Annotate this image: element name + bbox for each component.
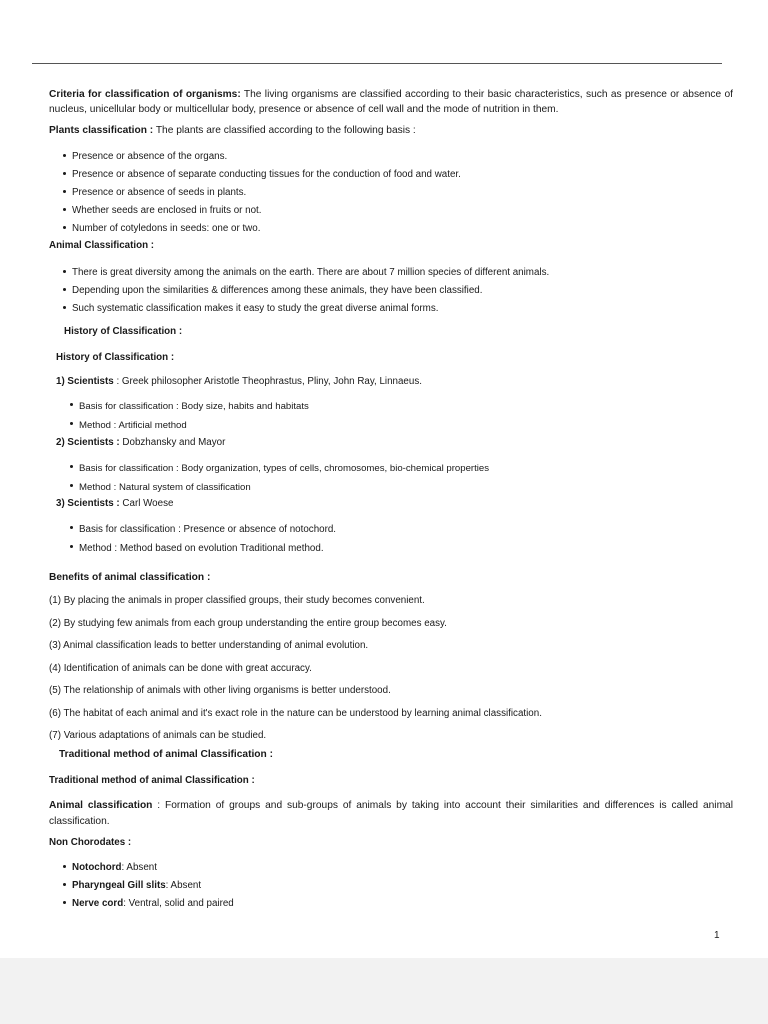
list-item: Presence or absence of the organs. (72, 148, 732, 166)
nerve-cord-value: : Ventral, solid and paired (123, 898, 234, 909)
list-item: Number of cotyledons in seeds: one or two. (72, 220, 732, 238)
list-item: Depending upon the similarities & differences among these animals, they have been classified. (72, 282, 732, 300)
scientists-2 (56, 437, 225, 448)
history-heading-1: History of Classification : (64, 326, 183, 337)
scientists-3-label: 3) Scientists : (56, 498, 120, 509)
scientists-2-text: Dobzhansky and Mayor (119, 437, 226, 448)
animal-classification-definition (49, 798, 733, 830)
definition-text: : Formation of groups and sub-groups of animals by taking into account their similarities and differences is called animal classification. (49, 800, 733, 827)
plants-paragraph (49, 125, 416, 136)
list-item: Such systematic classification makes it easy to study the great diverse animal forms. (72, 300, 732, 318)
scientists-1-list (56, 397, 309, 435)
scientists-2-label: 2) Scientists : (56, 437, 120, 448)
gill-slits-label: Pharyngeal Gill slits (72, 880, 166, 891)
criteria-text: The living organisms are classified according to their basic characteristics, such as presence or absence of nucleus, unicellular body or multicellular body, presence or absence of cell wall and the mode of nutrition in them. (49, 89, 733, 115)
list-item: (7) Various adaptations of animals can be studied. (49, 730, 267, 741)
list-item: Method : Natural system of classification (79, 478, 489, 497)
definition-label: Animal classification (49, 800, 153, 811)
non-chordates-heading: Non Chorodates : (49, 837, 132, 848)
list-item: Basis for classification : Presence or absence of notochord. (79, 520, 336, 539)
list-item: There is great diversity among the animals on the earth. There are about 7 million species of different animals. (72, 264, 732, 282)
list-item: Presence or absence of seeds in plants. (72, 184, 732, 202)
scientists-3-text: Carl Woese (119, 498, 174, 509)
notochord-value: : Absent (121, 862, 157, 873)
gill-slits-value: : Absent (165, 880, 202, 891)
list-item: (3) Animal classification leads to better understanding of animal evolution. (49, 640, 369, 651)
animal-heading: Animal Classification : (49, 240, 155, 251)
list-item (72, 895, 234, 913)
scientists-2-list (56, 459, 489, 497)
animal-list (49, 264, 732, 318)
list-item (72, 859, 234, 877)
scientists-1-text: : Greek philosopher Aristotle Theophrastus, Pliny, John Ray, Linnaeus. (113, 376, 422, 387)
plants-heading: Plants classification : (49, 125, 154, 136)
scientists-3-list (56, 520, 336, 558)
list-item: Presence or absence of separate conducting tissues for the conduction of food and water. (72, 166, 732, 184)
list-item: (5) The relationship of animals with other living organisms is better understood. (49, 685, 391, 696)
traditional-heading-1: Traditional method of animal Classification : (59, 749, 273, 760)
notochord-label: Notochord (72, 862, 122, 873)
list-item: (2) By studying few animals from each group understanding the entire group becomes easy. (49, 618, 447, 629)
list-item: (6) The habitat of each animal and it's exact role in the nature can be understood by learning animal classification. (49, 708, 542, 719)
list-item: Method : Method based on evolution Traditional method. (79, 539, 336, 558)
scientists-3 (56, 498, 173, 509)
list-item: Basis for classification : Body organization, types of cells, chromosomes, bio-chemical properties (79, 459, 489, 478)
list-item: Whether seeds are enclosed in fruits or not. (72, 202, 732, 220)
list-item (72, 877, 234, 895)
list-item: (4) Identification of animals can be done with great accuracy. (49, 663, 312, 674)
list-item: Basis for classification : Body size, habits and habitats (79, 397, 309, 416)
benefits-heading: Benefits of animal classification : (49, 572, 211, 583)
nerve-cord-label: Nerve cord (72, 898, 124, 909)
plants-text: The plants are classified according to the following basis : (153, 125, 416, 136)
criteria-heading: Criteria for classification of organisms: (49, 89, 241, 100)
header-rule (32, 63, 722, 64)
list-item: Method : Artificial method (79, 416, 309, 435)
plants-list (49, 148, 732, 238)
criteria-paragraph (49, 87, 733, 117)
traditional-heading-2: Traditional method of animal Classification : (49, 775, 255, 786)
scientists-1 (56, 376, 422, 387)
non-chordates-list (49, 859, 234, 913)
list-item: (1) By placing the animals in proper classified groups, their study becomes convenient. (49, 595, 425, 606)
history-heading-2: History of Classification : (56, 352, 175, 363)
page-number: 1 (714, 930, 720, 941)
scientists-1-label: 1) Scientists (56, 376, 114, 387)
